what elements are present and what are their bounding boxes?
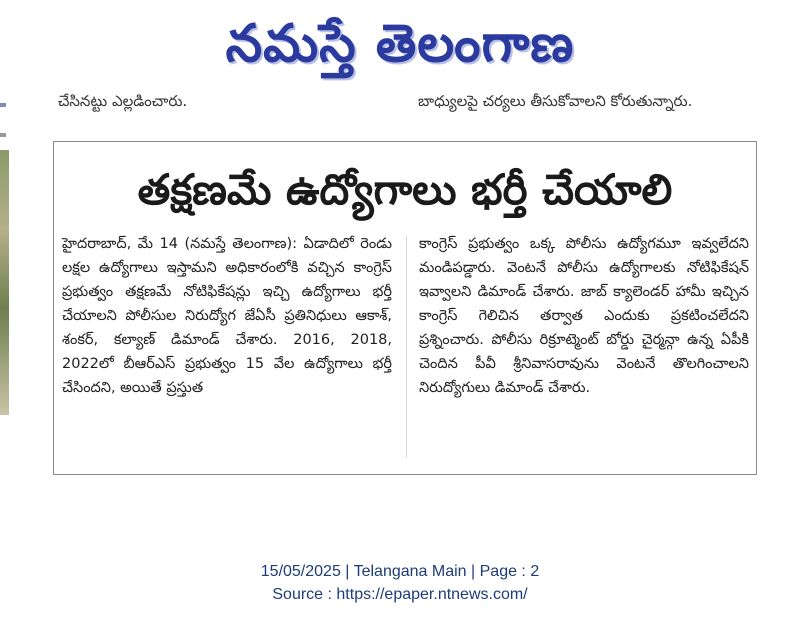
edition-info: 15/05/2025 | Telangana Main | Page : 2 <box>260 563 540 580</box>
column-divider <box>406 236 407 458</box>
adjacent-article-snippet-right: బాధ్యులపై చర్యలు తీసుకోవాలని కోరుతున్నారు. <box>418 92 693 110</box>
article-clipping <box>53 141 757 475</box>
article-column-right: కాంగ్రెస్ ప్రభుత్వం ఒక్క పోలీసు ఉద్యోగమూ ఇవ్వలేదని మండిపడ్డారు. వెంటనే పోలీసు ఉద్యోగాలకు నోటిఫికేషన్ ఇవ్వాలని డిమాండ్ చేశారు. జాబ్ క్యాలెండర్ హామీ ఇచ్చిన కాంగ్రెస్ గెలిచిన తర్వాత ఎందుకు ప్రకటించలేదని ప్రశ్నించారు. పోలీసు రిక్రూట్మెంట్ బోర్డు చైర్మన్గా ఉన్న ఏపీకి చెందిన పీవీ శ్రీనివాసరావును వెంటనే తొలగించాలని నిరుద్యోగులు డిమాండ్ చేశారు. <box>419 236 749 396</box>
newspaper-masthead <box>0 0 800 90</box>
article-column-left: హైదరాబాద్, మే 14 (నమస్తే తెలంగాణ): ఏడాదిలో రెండు లక్షల ఉద్యోగాలు ఇస్తామని అధికారంలోకి వచ్చిన కాంగ్రెస్ ప్రభుత్వం తక్షణమే నోటిఫికేషన్లు ఇచ్చి ఉద్యోగాలు భర్తీ చేయాలని పోలీసుల నిరుద్యోగ జేఏసీ ప్రతినిధులు ఆకాశ్, శంకర్, కల్యాణ్ డిమాండ్ చేశారు. 2016, 2018, 2022లో బీఆర్ఎస్ ప్రభుత్వం 15 వేల ఉద్యోగాలు భర్తీ చేసిందని, అయితే ప్రస్తుత <box>62 236 392 396</box>
page-edge-mark <box>0 103 6 107</box>
source-link[interactable]: Source : https://epaper.ntnews.com/ <box>272 586 528 603</box>
adjacent-article-snippet-left: చేసినట్టు ఎల్లడించారు. <box>58 92 188 110</box>
newspaper-logo: నమస్తే తెలంగాణ <box>225 14 575 74</box>
article-headline: తక్షణమే ఉద్యోగాలు భర్తీ చేయాలి <box>137 165 673 214</box>
page-edge-mark <box>0 133 6 137</box>
adjacent-photo-edge <box>0 150 9 415</box>
